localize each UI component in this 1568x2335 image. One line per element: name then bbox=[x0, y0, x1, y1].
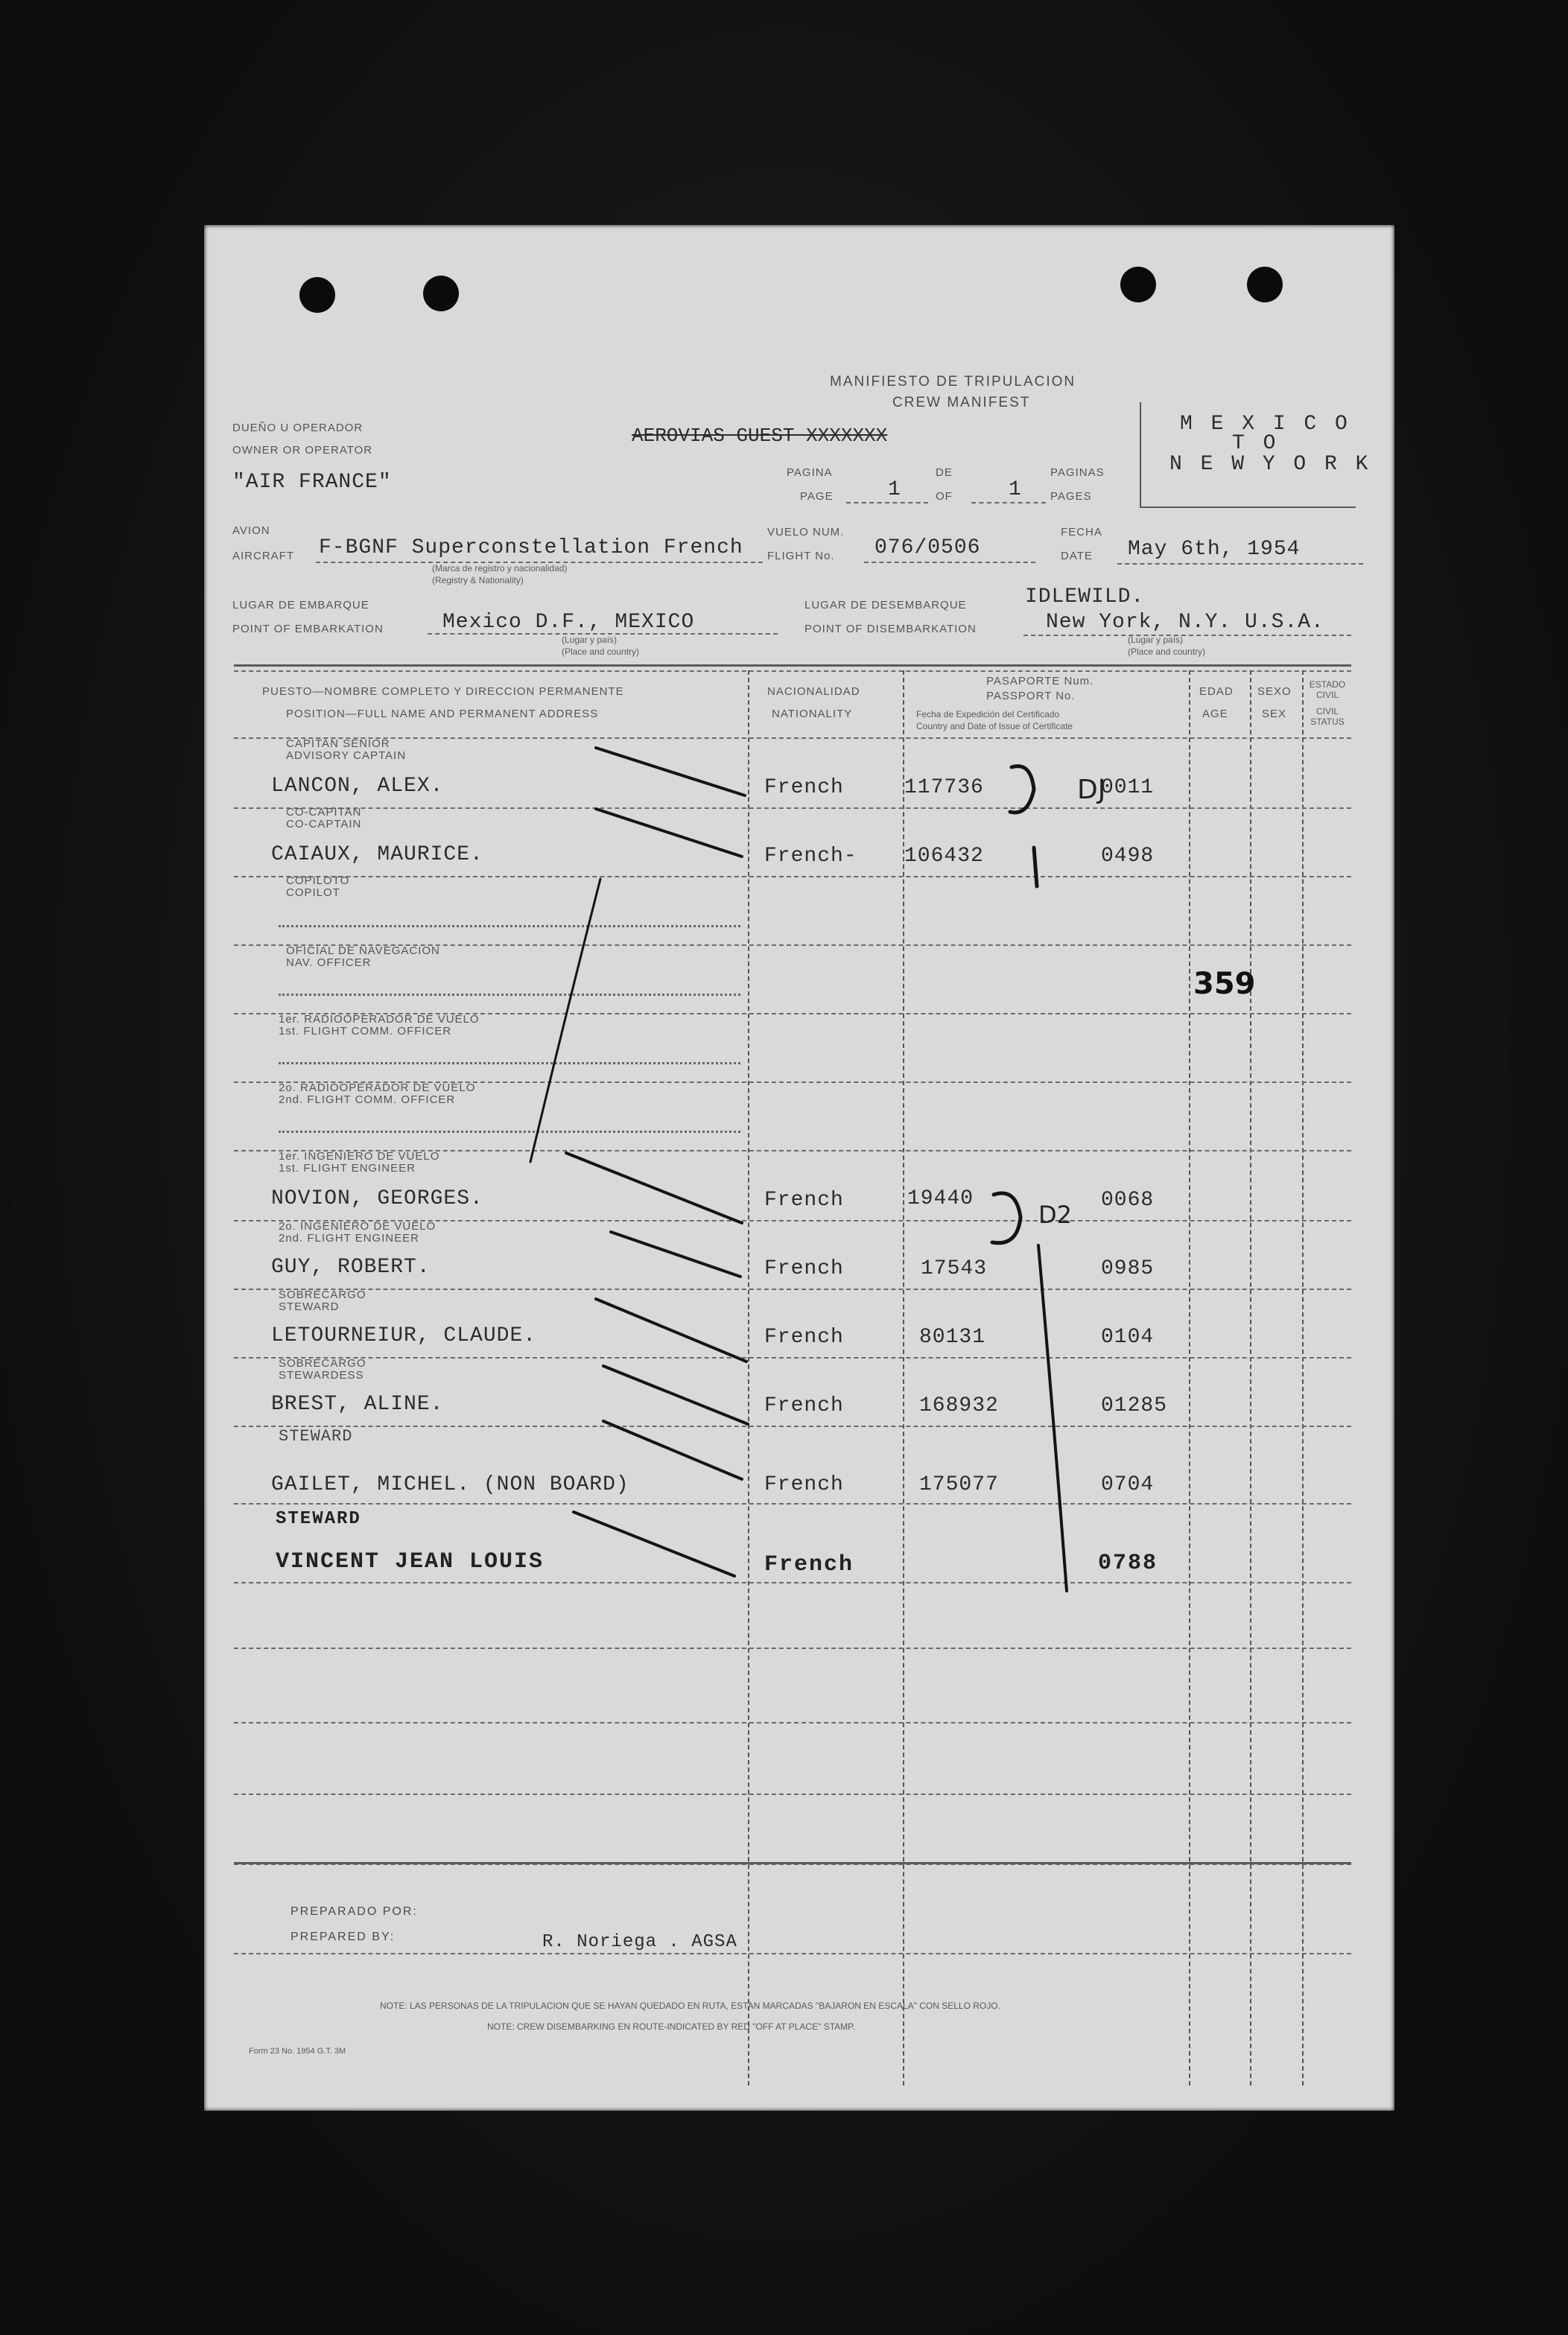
page-number-line bbox=[846, 502, 928, 503]
embarkation-value: Mexico D.F., MEXICO bbox=[442, 611, 695, 634]
flight-label-english: FLIGHT No. bbox=[767, 550, 835, 562]
date-label-spanish: FECHA bbox=[1061, 526, 1102, 539]
form-number: Form 23 No. 1954 G.T. 3M bbox=[249, 2047, 346, 2056]
disembarkation-label-spanish: LUGAR DE DESEMBARQUE bbox=[804, 599, 967, 611]
col-divider-passport bbox=[903, 670, 904, 2085]
row-6-role-english: 2nd. FLIGHT COMM. OFFICER bbox=[279, 1093, 456, 1106]
initials-second: D2 bbox=[1038, 1201, 1072, 1229]
row-10-role-spanish: SOBRECARGO bbox=[279, 1357, 366, 1370]
row-2-role-english: CO-CAPTAIN bbox=[286, 818, 362, 830]
row-9-role-english: STEWARD bbox=[279, 1300, 340, 1313]
col-header-nationality-spanish: NACIONALIDAD bbox=[767, 685, 860, 698]
initials-first: DJ bbox=[1077, 775, 1106, 805]
col-header-passport-spanish: PASAPORTE Num. bbox=[986, 675, 1094, 687]
row-2-nationality: French- bbox=[764, 845, 857, 868]
disembarkation-sublabel-english: (Place and country) bbox=[1128, 647, 1206, 657]
row-divider bbox=[234, 1357, 1351, 1359]
row-6-dotted-line bbox=[279, 1131, 740, 1133]
date-line bbox=[1117, 563, 1363, 565]
row-2-passport: 106432 bbox=[904, 845, 984, 868]
route-destination: N E W Y O R K bbox=[1169, 453, 1371, 476]
route-box-bottom bbox=[1140, 506, 1356, 508]
prepared-label-spanish: PREPARADO POR: bbox=[291, 1905, 418, 1918]
table-bottom-rule bbox=[234, 1862, 1351, 1864]
row-12-nationality: French bbox=[764, 1552, 854, 1578]
row-5-role-spanish: 1er. RADIOOPERADOR DE VUELO bbox=[279, 1013, 480, 1026]
col-divider-age bbox=[1189, 670, 1190, 2085]
row-4-role-english: NAV. OFFICER bbox=[286, 956, 372, 969]
owner-label-spanish: DUEÑO U OPERADOR bbox=[232, 422, 364, 434]
flight-label-spanish: VUELO NUM. bbox=[767, 526, 845, 539]
pages-label-spanish: PAGINAS bbox=[1050, 466, 1105, 479]
row-divider bbox=[234, 1582, 1351, 1583]
row-10-passport: 168932 bbox=[919, 1394, 999, 1417]
title-english: CREW MANIFEST bbox=[892, 395, 1031, 410]
row-12-name: VINCENT JEAN LOUIS bbox=[276, 1549, 545, 1575]
disembarkation-airport: IDLEWILD. bbox=[1025, 585, 1145, 609]
row-4-role-spanish: OFICIAL DE NAVEGACION bbox=[286, 944, 440, 957]
page-total-line bbox=[971, 502, 1046, 503]
aircraft-value: F-BGNF Superconstellation French bbox=[319, 536, 743, 559]
row-6-role-spanish: 2o. RADIOOPERADOR DE VUELO bbox=[279, 1081, 476, 1094]
row-1-cert: 0011 bbox=[1101, 776, 1155, 799]
row-3-role-spanish: COPILOTO bbox=[286, 874, 350, 887]
flight-line bbox=[864, 562, 1035, 563]
col-header-passport-english: PASSPORT No. bbox=[986, 690, 1076, 702]
date-value: May 6th, 1954 bbox=[1128, 538, 1301, 561]
owner-label-english: OWNER OR OPERATOR bbox=[232, 444, 373, 457]
embarkation-sublabel-spanish: (Lugar y país) bbox=[562, 635, 618, 645]
col-header-sex-spanish: SEXO bbox=[1257, 685, 1292, 698]
row-7-role-spanish: 1er. INGENIERO DE VUELO bbox=[279, 1150, 440, 1163]
row-8-nationality: French bbox=[764, 1257, 844, 1280]
punch-hole bbox=[1120, 267, 1156, 302]
row-10-role-english: STEWARDESS bbox=[279, 1369, 364, 1382]
row-divider bbox=[234, 807, 1351, 809]
col-header-status-spanish: ESTADO CIVIL bbox=[1309, 679, 1346, 700]
aircraft-sublabel-spanish: (Marca de registro y nacionalidad) bbox=[432, 563, 568, 574]
date-label-english: DATE bbox=[1061, 550, 1093, 562]
row-7-name: NOVION, GEORGES. bbox=[271, 1187, 483, 1210]
row-7-nationality: French bbox=[764, 1189, 844, 1212]
row-9-nationality: French bbox=[764, 1326, 844, 1349]
disembarkation-label-english: POINT OF DISEMBARKATION bbox=[804, 623, 977, 635]
row-divider bbox=[234, 876, 1351, 877]
row-1-nationality: French bbox=[764, 776, 844, 799]
row-2-cert: 0498 bbox=[1101, 845, 1155, 868]
row-divider bbox=[234, 1426, 1351, 1427]
punch-hole bbox=[423, 276, 459, 311]
row-11-passport: 175077 bbox=[919, 1473, 999, 1496]
page-total: 1 bbox=[1009, 478, 1022, 501]
row-8-name: GUY, ROBERT. bbox=[271, 1256, 431, 1279]
row-7-role-english: 1st. FLIGHT ENGINEER bbox=[279, 1162, 416, 1175]
row-11-cert: 0704 bbox=[1101, 1473, 1155, 1496]
prepared-by-value: R. Noriega . AGSA bbox=[542, 1932, 737, 1952]
row-1-role-english: ADVISORY CAPTAIN bbox=[286, 749, 407, 762]
row-1-passport: 117736 bbox=[904, 776, 984, 799]
owner-struck-text: AEROVIAS GUEST XXXXXXX bbox=[632, 425, 888, 447]
embarkation-label-spanish: LUGAR DE EMBARQUE bbox=[232, 599, 369, 611]
row-divider bbox=[234, 1722, 1351, 1724]
col-header-age-english: AGE bbox=[1202, 708, 1228, 720]
age-handwritten-number: 359 bbox=[1193, 967, 1256, 1001]
row-9-passport: 80131 bbox=[919, 1326, 986, 1349]
col-divider-sex bbox=[1250, 670, 1251, 2085]
row-10-nationality: French bbox=[764, 1394, 844, 1417]
crew-manifest-sheet bbox=[204, 225, 1394, 2111]
aircraft-label-english: AIRCRAFT bbox=[232, 550, 294, 562]
row-8-passport: 17543 bbox=[921, 1257, 988, 1280]
col-header-nationality-english: NATIONALITY bbox=[772, 708, 853, 720]
punch-hole bbox=[1247, 267, 1283, 302]
pages-label-english: PAGES bbox=[1050, 490, 1092, 503]
row-9-role-spanish: SOBRECARGO bbox=[279, 1289, 366, 1301]
row-3-dotted-line bbox=[279, 925, 740, 927]
prepared-rule bbox=[234, 1953, 1351, 1954]
row-8-cert: 0985 bbox=[1101, 1257, 1155, 1280]
row-12-cert: 0788 bbox=[1098, 1551, 1158, 1576]
route-box-left bbox=[1140, 402, 1141, 508]
row-7-passport: 19440 bbox=[907, 1187, 974, 1210]
row-9-cert: 0104 bbox=[1101, 1326, 1155, 1349]
flight-number: 076/0506 bbox=[875, 536, 981, 559]
col-header-sex-english: SEX bbox=[1262, 708, 1287, 720]
table-top-rule-2 bbox=[234, 670, 1351, 672]
row-2-name: CAIAUX, MAURICE. bbox=[271, 843, 483, 866]
row-5-role-english: 1st. FLIGHT COMM. OFFICER bbox=[279, 1025, 452, 1038]
row-divider bbox=[234, 1648, 1351, 1649]
row-11-role: STEWARD bbox=[279, 1427, 353, 1446]
row-11-name: GAILET, MICHEL. (NON BOARD) bbox=[271, 1473, 629, 1496]
disembarkation-line bbox=[1023, 635, 1351, 636]
row-divider bbox=[234, 1794, 1351, 1795]
page-label-english: PAGE bbox=[800, 490, 834, 503]
disembarkation-sublabel-spanish: (Lugar y país) bbox=[1128, 635, 1184, 645]
row-7-cert: 0068 bbox=[1101, 1189, 1155, 1212]
footnote-english: NOTE: CREW DISEMBARKING EN ROUTE-INDICATED BY RED "OFF AT PLACE" STAMP. bbox=[487, 2021, 855, 2032]
row-9-name: LETOURNEIUR, CLAUDE. bbox=[271, 1324, 537, 1347]
col-header-position-english: POSITION—FULL NAME AND PERMANENT ADDRESS bbox=[286, 708, 599, 720]
page-label-spanish: PAGINA bbox=[787, 466, 833, 479]
col-divider-nationality bbox=[748, 670, 749, 2085]
col-header-position-spanish: PUESTO—NOMBRE COMPLETO Y DIRECCION PERMANENTE bbox=[262, 685, 624, 698]
disembarkation-city: New York, N.Y. U.S.A. bbox=[1046, 611, 1324, 634]
row-8-role-english: 2nd. FLIGHT ENGINEER bbox=[279, 1232, 419, 1245]
punch-hole bbox=[299, 277, 335, 313]
page-number: 1 bbox=[888, 478, 901, 501]
row-divider bbox=[234, 1503, 1351, 1505]
row-3-role-english: COPILOT bbox=[286, 886, 340, 899]
route-from: M E X I C O bbox=[1180, 413, 1350, 436]
title-spanish: MANIFIESTO DE TRIPULACION bbox=[830, 374, 1076, 390]
table-top-rule bbox=[234, 664, 1351, 667]
row-1-name: LANCON, ALEX. bbox=[271, 775, 444, 798]
of-label-spanish: DE bbox=[936, 466, 953, 479]
of-label-english: OF bbox=[936, 490, 953, 503]
route-to: T O bbox=[1232, 432, 1279, 455]
row-10-name: BREST, ALINE. bbox=[271, 1393, 444, 1416]
embarkation-label-english: POINT OF EMBARKATION bbox=[232, 623, 384, 635]
row-divider bbox=[234, 1289, 1351, 1290]
table-header-bottom bbox=[234, 737, 1351, 739]
footnote-spanish: NOTE: LAS PERSONAS DE LA TRIPULACION QUE SE HAYAN QUEDADO EN RUTA, ESTAN MARCADAS "BAJARON EN ESCALA" CON SELLO ROJO. bbox=[380, 2001, 1000, 2011]
row-2-role-spanish: CO-CAPITAN bbox=[286, 806, 362, 819]
owner-value: "AIR FRANCE" bbox=[232, 471, 392, 494]
aircraft-sublabel-english: (Registry & Nationality) bbox=[432, 575, 524, 585]
col-header-passport-sub-spanish: Fecha de Expedición del Certificado bbox=[916, 709, 1060, 719]
col-divider-status bbox=[1302, 670, 1304, 2085]
row-8-role-spanish: 2o. INGENIERO DE VUELO bbox=[279, 1220, 437, 1233]
embarkation-sublabel-english: (Place and country) bbox=[562, 647, 640, 657]
prepared-label-english: PREPARED BY: bbox=[291, 1931, 396, 1943]
col-header-age-spanish: EDAD bbox=[1199, 685, 1234, 698]
row-12-role: STEWARD bbox=[276, 1509, 361, 1529]
aircraft-label-spanish: AVION bbox=[232, 524, 270, 537]
row-4-dotted-line bbox=[279, 994, 740, 996]
row-11-nationality: French bbox=[764, 1473, 844, 1496]
row-1-role-spanish: CAPITAN SENIOR bbox=[286, 737, 390, 750]
row-5-dotted-line bbox=[279, 1062, 740, 1064]
col-header-status-english: CIVIL STATUS bbox=[1310, 706, 1345, 727]
col-header-passport-sub-english: Country and Date of Issue of Certificate bbox=[916, 721, 1073, 731]
row-10-cert: 01285 bbox=[1101, 1394, 1168, 1417]
